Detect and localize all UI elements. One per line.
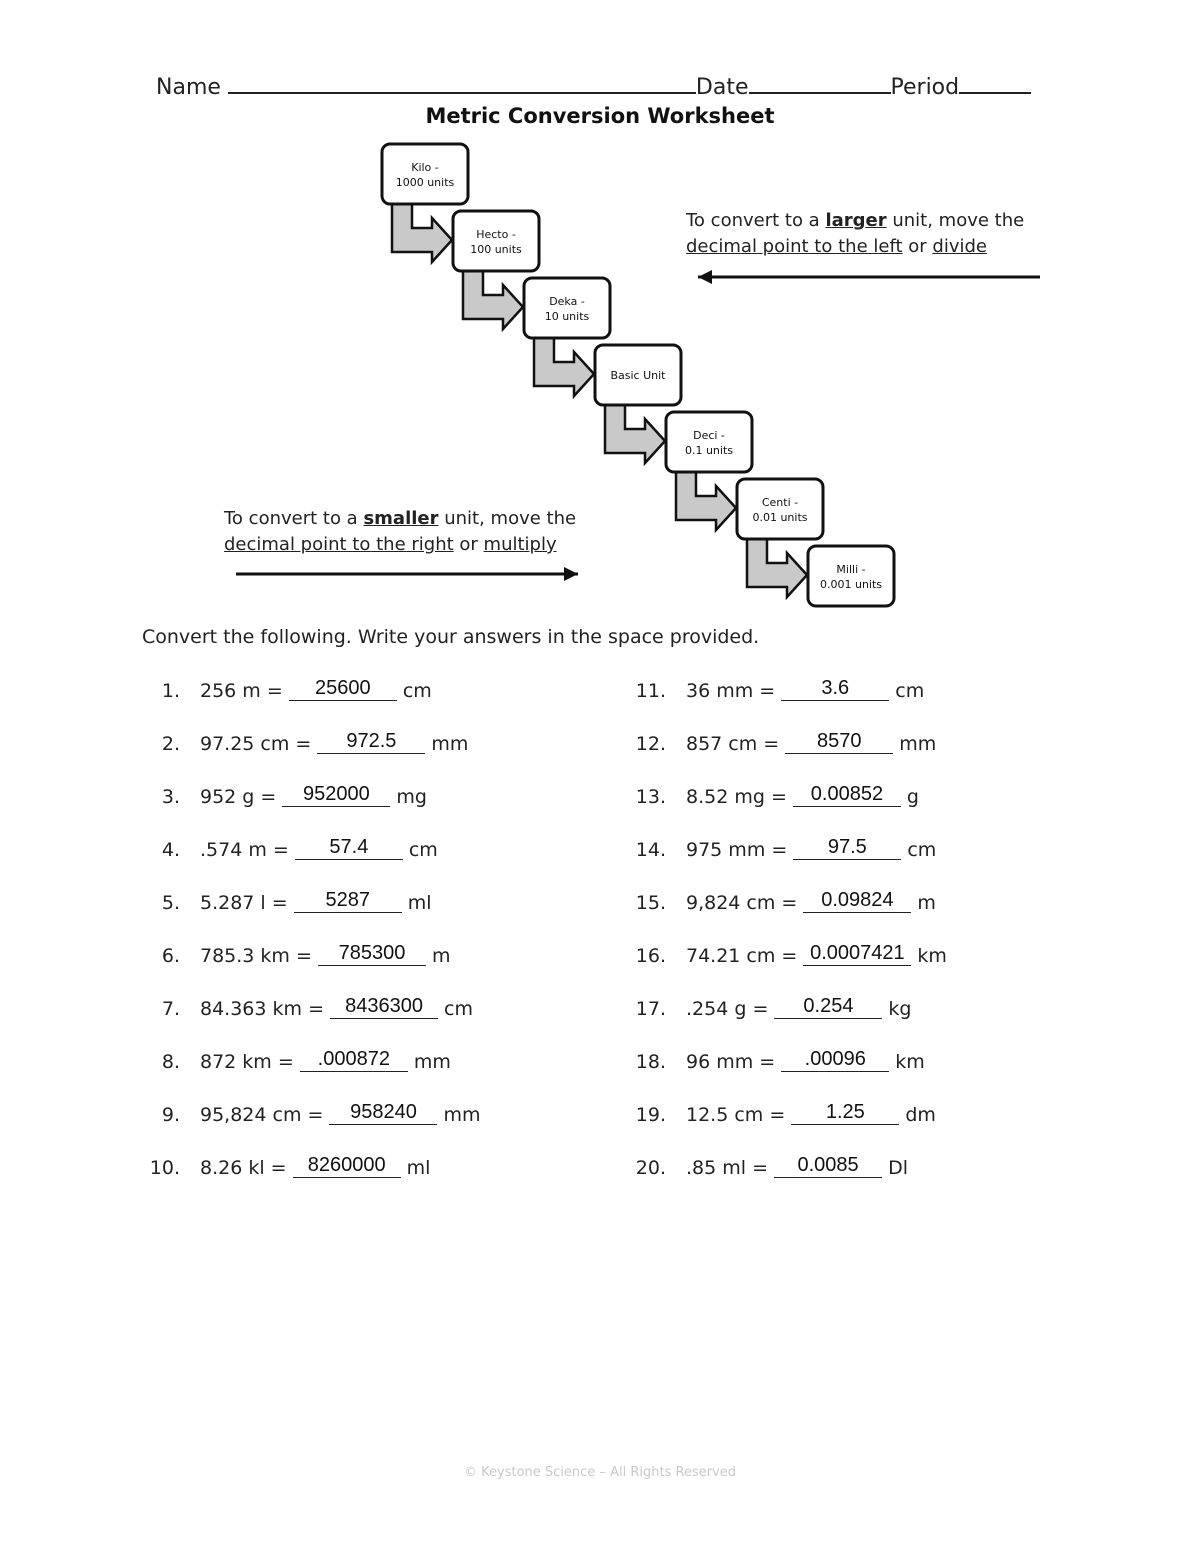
prefix-step-box [382, 144, 468, 204]
answer-field[interactable]: 0.0085 [774, 1154, 882, 1178]
problem-question [686, 1154, 908, 1181]
target-unit: cm [408, 839, 438, 861]
problem-expression: 36 mm = [686, 680, 776, 702]
larger-note-or: or [902, 236, 933, 257]
larger-direction-arrow-head [698, 270, 712, 284]
answer-field[interactable]: 0.09824 [803, 889, 911, 913]
step-arrow [463, 271, 523, 329]
target-unit: ml [407, 892, 432, 914]
date-label: Date [695, 75, 749, 100]
problem-question [686, 995, 912, 1022]
larger-unit-note [686, 208, 1024, 260]
problem-number: 15. [635, 892, 666, 914]
target-unit: cm [907, 839, 937, 861]
smaller-unit-note [224, 506, 576, 558]
problem-number: 1. [161, 680, 180, 702]
prefix-value: 0.01 units [752, 511, 808, 524]
problem-expression: 96 mm = [686, 1051, 776, 1073]
problem-question [200, 1048, 451, 1075]
target-unit: mm [431, 733, 469, 755]
problem-expression: .254 g = [686, 998, 769, 1020]
smaller-keyword: smaller [363, 508, 439, 529]
target-unit: mm [899, 733, 937, 755]
smaller-note-or: or [453, 534, 484, 555]
answer-field[interactable]: 1.25 [791, 1101, 899, 1125]
answer-field[interactable]: 57.4 [295, 836, 403, 860]
smaller-direction-arrow-head [564, 567, 578, 581]
answer-field[interactable]: 0.0007421 [803, 942, 911, 966]
problem-expression: 5.287 l = [200, 892, 288, 914]
target-unit: ml [406, 1157, 431, 1179]
larger-note-text: To convert to a [686, 210, 826, 231]
problem-question [686, 889, 936, 916]
target-unit: dm [905, 1104, 936, 1126]
problem-number: 19. [635, 1104, 666, 1126]
prefix-step-box [595, 345, 681, 405]
problem-question [200, 677, 432, 704]
problem-question [686, 836, 937, 863]
problem-number: 11. [635, 680, 666, 702]
problem-question [200, 836, 438, 863]
problem-expression: 84.363 km = [200, 998, 324, 1020]
target-unit: g [906, 786, 919, 808]
problem-question [200, 1154, 431, 1181]
target-unit: cm [444, 998, 474, 1020]
target-unit: m [917, 892, 936, 914]
step-arrow [605, 405, 665, 463]
answer-field[interactable]: 3.6 [781, 677, 889, 701]
larger-note-text-2: unit, move the [886, 210, 1025, 231]
problem-number: 4. [161, 839, 180, 861]
prefix-name: Kilo - [411, 161, 439, 174]
prefix-value: 10 units [544, 310, 590, 323]
prefix-name: Deci - [693, 429, 725, 442]
problem-number: 9. [161, 1104, 180, 1126]
problem-expression: 857 cm = [686, 733, 780, 755]
metric-staircase-diagram [0, 0, 1200, 620]
problem-number: 6. [161, 945, 180, 967]
name-label: Name [156, 75, 221, 100]
problem-number: 10. [149, 1157, 180, 1179]
answer-field[interactable]: .000872 [300, 1048, 408, 1072]
problem-question [200, 730, 469, 757]
problem-expression: 785.3 km = [200, 945, 312, 967]
answer-field[interactable]: 97.5 [793, 836, 901, 860]
prefix-step-box [524, 278, 610, 338]
problem-question [686, 677, 925, 704]
target-unit: kg [888, 998, 912, 1020]
problem-question [200, 783, 427, 810]
problem-expression: .85 ml = [686, 1157, 769, 1179]
problem-expression: 256 m = [200, 680, 283, 702]
problem-question [686, 730, 937, 757]
step-arrow [392, 204, 452, 262]
problem-number: 14. [635, 839, 666, 861]
prefix-step-box [808, 546, 894, 606]
step-arrow [747, 539, 807, 597]
problem-number: 3. [161, 786, 180, 808]
problem-number: 17. [635, 998, 666, 1020]
larger-note-operation: divide [932, 236, 987, 257]
problem-question [200, 942, 451, 969]
smaller-note-text-2: unit, move the [438, 508, 577, 529]
smaller-note-rule: decimal point to the right [224, 534, 454, 555]
problem-expression: 9,824 cm = [686, 892, 798, 914]
problem-expression: 74.21 cm = [686, 945, 798, 967]
instructions: Convert the following. Write your answers in the space provided. [142, 626, 760, 648]
answer-field[interactable]: 952000 [282, 783, 390, 807]
larger-note-rule: decimal point to the left [686, 236, 903, 257]
prefix-name: Basic Unit [610, 369, 666, 382]
smaller-note-operation: multiply [483, 534, 557, 555]
step-arrow [676, 472, 736, 530]
problem-question [686, 1048, 925, 1075]
target-unit: km [895, 1051, 925, 1073]
prefix-value: 100 units [470, 243, 522, 256]
problem-question [686, 1101, 936, 1128]
problem-expression: .574 m = [200, 839, 289, 861]
copyright-footer: © Keystone Science – All Rights Reserved [464, 1465, 736, 1480]
problem-question [686, 942, 947, 969]
target-unit: m [431, 945, 451, 967]
prefix-value: 0.001 units [819, 578, 883, 591]
prefix-value: 0.1 units [684, 444, 734, 457]
answer-field[interactable]: 0.00852 [793, 783, 901, 807]
problem-question [200, 995, 474, 1022]
target-unit: mg [396, 786, 427, 808]
problem-number: 16. [635, 945, 666, 967]
problem-number: 18. [635, 1051, 666, 1073]
target-unit: mm [413, 1051, 451, 1073]
prefix-step-box [737, 479, 823, 539]
problem-expression: 975 mm = [686, 839, 788, 861]
prefix-name: Deka - [549, 295, 585, 308]
problem-expression: 12.5 cm = [686, 1104, 786, 1126]
problem-expression: 97.25 cm = [200, 733, 312, 755]
problem-question [200, 1101, 481, 1128]
target-unit: cm [402, 680, 432, 702]
step-arrow [534, 338, 594, 396]
problem-number: 12. [635, 733, 666, 755]
answer-field[interactable]: 785300 [318, 942, 426, 966]
target-unit: Dl [888, 1157, 908, 1179]
target-unit: km [917, 945, 947, 967]
prefix-name: Milli - [836, 563, 866, 576]
prefix-step-box [666, 412, 752, 472]
problem-expression: 8.52 mg = [686, 786, 787, 808]
target-unit: cm [895, 680, 925, 702]
target-unit: mm [443, 1104, 481, 1126]
answer-field[interactable]: 8436300 [330, 995, 438, 1019]
problem-number: 5. [161, 892, 180, 914]
problem-expression: 872 km = [200, 1051, 294, 1073]
prefix-value: 1000 units [395, 176, 455, 189]
answer-field[interactable]: 0.254 [774, 995, 882, 1019]
smaller-note-text: To convert to a [224, 508, 364, 529]
problem-expression: 952 g = [200, 786, 277, 808]
problem-number: 13. [635, 786, 666, 808]
answer-field[interactable]: 5287 [294, 889, 402, 913]
answer-field[interactable]: 8570 [785, 730, 893, 754]
answer-field[interactable]: 8260000 [293, 1154, 401, 1178]
problem-number: 7. [161, 998, 180, 1020]
problem-question [200, 889, 432, 916]
problem-number: 8. [161, 1051, 180, 1073]
answer-field[interactable]: 25600 [289, 677, 397, 701]
answer-field[interactable]: 958240 [329, 1101, 437, 1125]
problem-number: 20. [635, 1157, 666, 1179]
period-label: Period [890, 75, 960, 100]
answer-field[interactable]: 972.5 [317, 730, 425, 754]
prefix-step-box [453, 211, 539, 271]
prefix-name: Hecto - [476, 228, 516, 241]
larger-keyword: larger [825, 210, 887, 231]
problem-question [686, 783, 919, 810]
page-title: Metric Conversion Worksheet [425, 104, 775, 128]
answer-field[interactable]: .00096 [781, 1048, 889, 1072]
problem-expression: 8.26 kl = [200, 1157, 287, 1179]
problem-number: 2. [161, 733, 180, 755]
problem-expression: 95,824 cm = [200, 1104, 324, 1126]
prefix-name: Centi - [761, 496, 799, 509]
